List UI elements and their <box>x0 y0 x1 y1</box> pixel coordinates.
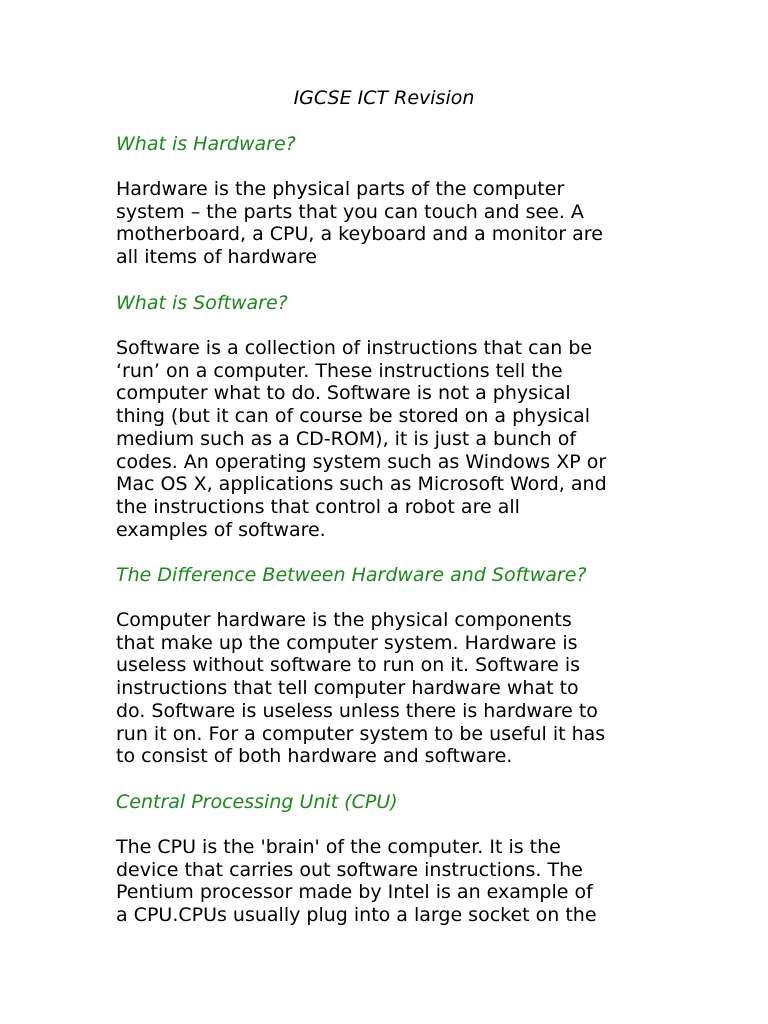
paragraph-line: Hardware is the physical parts of the computer <box>116 178 565 200</box>
paragraph-line: Mac OS X, applications such as Microsoft Word, and <box>116 473 607 496</box>
paragraph-line: Software is a collection of instructions that can be <box>116 337 593 359</box>
paragraph-line: run it on. For a computer system to be useful it has <box>116 722 606 745</box>
section-paragraph-software <box>116 337 676 541</box>
paragraph-line: system – the parts that you can touch and see. A <box>116 200 584 223</box>
paragraph-line: to consist of both hardware and software. <box>116 745 513 768</box>
paragraph-line: codes. An operating system such as Windows XP or <box>116 450 607 473</box>
section-heading-difference: The Difference Between Hardware and Software? <box>116 564 587 586</box>
paragraph-line: that make up the computer system. Hardware is <box>116 631 578 654</box>
paragraph-line: Pentium processor made by Intel is an example of <box>116 881 593 904</box>
paragraph-line: a CPU.CPUs usually plug into a large socket on the <box>116 904 597 927</box>
paragraph-line: instructions that tell computer hardware what to <box>116 677 579 700</box>
paragraph-line: all items of hardware <box>116 246 317 269</box>
paragraph-line: medium such as a CD-ROM), it is just a bunch of <box>116 427 577 450</box>
paragraph-line: ‘run’ on a computer. These instructions tell the <box>116 359 563 382</box>
section-heading-hardware: What is Hardware? <box>116 133 296 155</box>
paragraph-line: Computer hardware is the physical components <box>116 609 572 631</box>
paragraph-line: examples of software. <box>116 518 326 541</box>
section-heading-cpu: Central Processing Unit (CPU) <box>116 791 398 813</box>
paragraph-line: motherboard, a CPU, a keyboard and a monitor are <box>116 223 603 246</box>
section-paragraph-cpu <box>116 836 676 927</box>
paragraph-line: computer what to do. Software is not a physical <box>116 382 571 405</box>
section-paragraph-hardware <box>116 178 676 269</box>
section-paragraph-difference <box>116 609 676 768</box>
paragraph-line: do. Software is useless unless there is hardware to <box>116 699 598 722</box>
section-heading-software: What is Software? <box>116 292 288 314</box>
paragraph-line: the instructions that control a robot are all <box>116 495 520 518</box>
page-title: IGCSE ICT Revision <box>293 87 475 109</box>
paragraph-line: device that carries out software instructions. The <box>116 858 583 881</box>
paragraph-line: The CPU is the 'brain' of the computer. It is the <box>116 836 561 858</box>
paragraph-line: thing (but it can of course be stored on a physical <box>116 405 590 428</box>
paragraph-line: useless without software to run on it. Software is <box>116 654 581 677</box>
